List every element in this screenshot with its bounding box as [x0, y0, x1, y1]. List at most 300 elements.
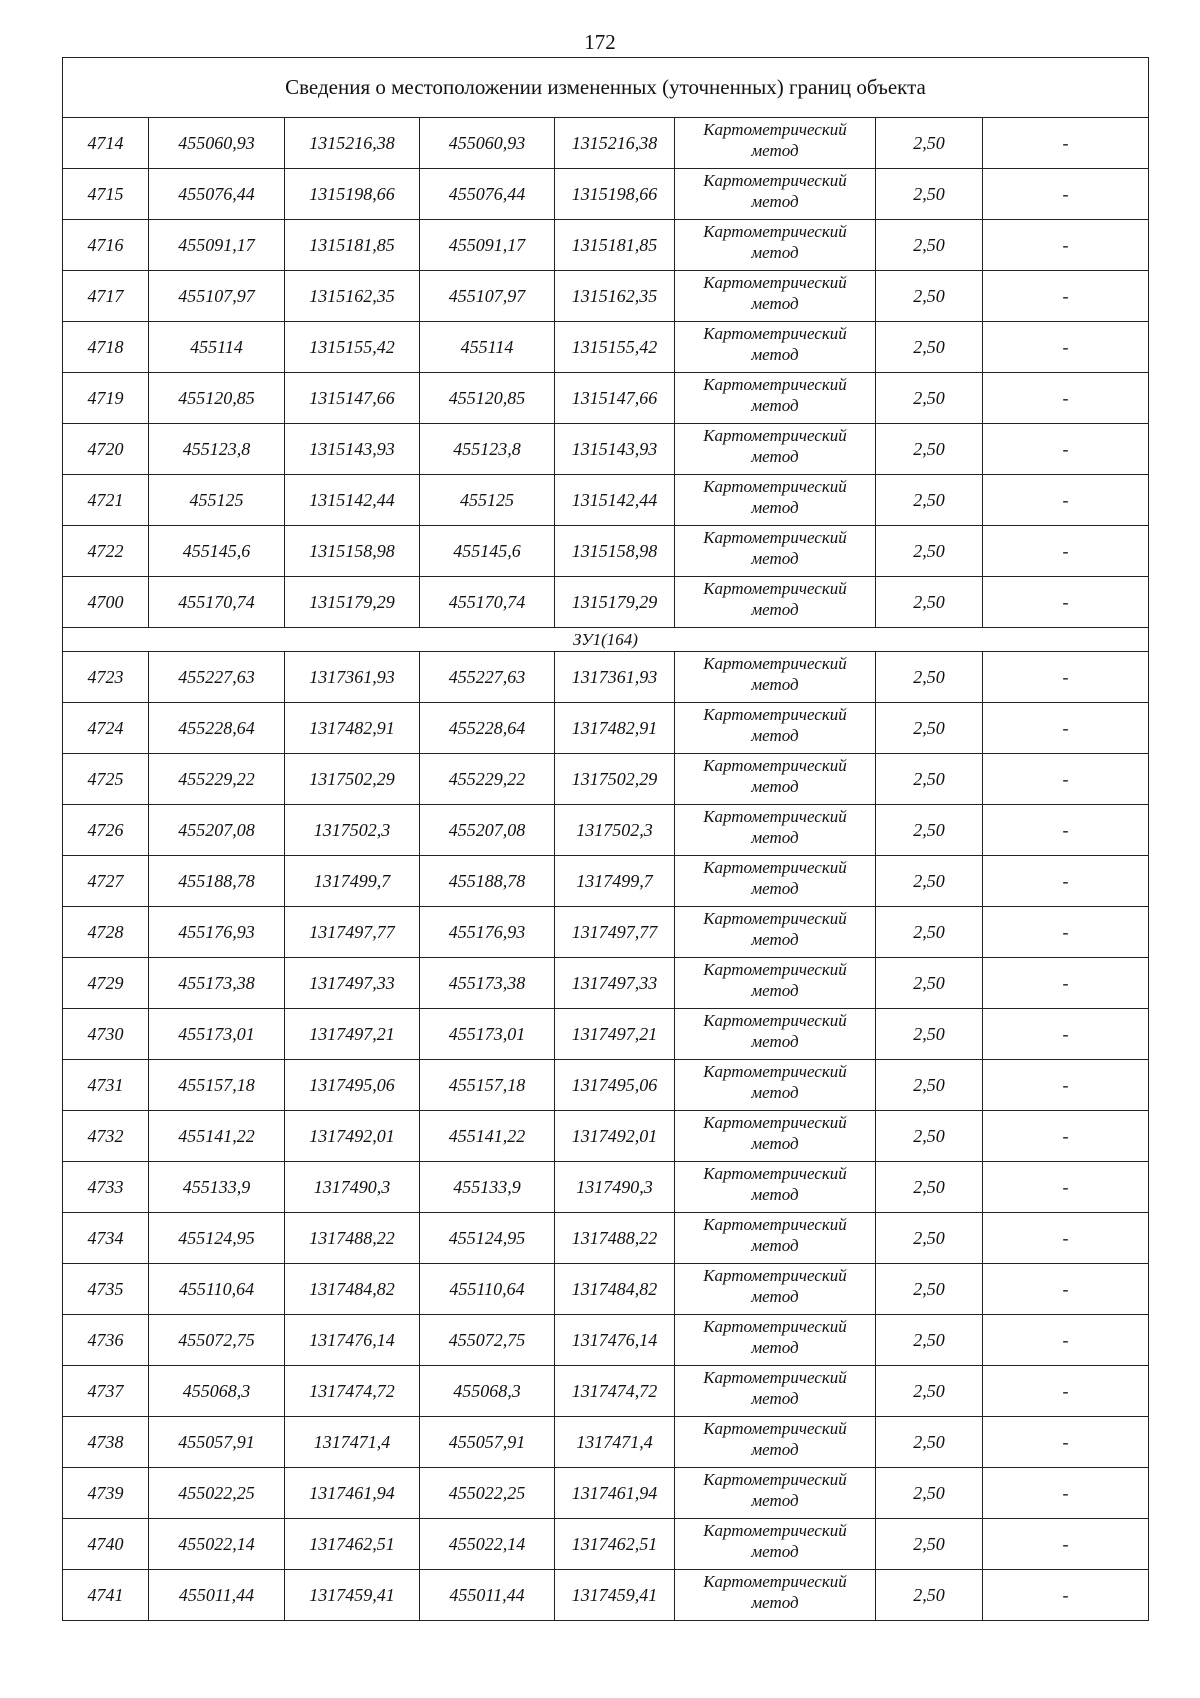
method-line1: Картометрический — [703, 171, 847, 190]
existing-x-cell: 455076,44 — [149, 169, 285, 220]
method-line2: метод — [751, 243, 799, 262]
method-line1: Картометрический — [703, 807, 847, 826]
method-cell — [675, 1417, 876, 1468]
point-number-cell: 4728 — [63, 907, 149, 958]
existing-x-cell: 455141,22 — [149, 1111, 285, 1162]
point-number-cell: 4718 — [63, 322, 149, 373]
refined-y-cell: 1317361,93 — [555, 652, 675, 703]
refined-x-cell: 455170,74 — [420, 577, 555, 628]
existing-x-cell: 455124,95 — [149, 1213, 285, 1264]
method-line2: метод — [751, 345, 799, 364]
method-cell — [675, 958, 876, 1009]
method-cell — [675, 652, 876, 703]
method-line2: метод — [751, 192, 799, 211]
method-cell — [675, 907, 876, 958]
method-line1: Картометрический — [703, 1368, 847, 1387]
refined-x-cell: 455068,3 — [420, 1366, 555, 1417]
accuracy-cell: 2,50 — [876, 754, 983, 805]
table-row — [63, 1213, 1149, 1264]
refined-x-cell: 455157,18 — [420, 1060, 555, 1111]
method-line1: Картометрический — [703, 120, 847, 139]
existing-y-cell: 1317484,82 — [285, 1264, 420, 1315]
existing-y-cell: 1317490,3 — [285, 1162, 420, 1213]
refined-x-cell: 455173,01 — [420, 1009, 555, 1060]
table-row — [63, 805, 1149, 856]
method-line2: метод — [751, 1185, 799, 1204]
refined-y-cell: 1315143,93 — [555, 424, 675, 475]
method-line2: метод — [751, 981, 799, 1000]
refined-y-cell: 1315216,38 — [555, 118, 675, 169]
refined-x-cell: 455091,17 — [420, 220, 555, 271]
table-row — [63, 907, 1149, 958]
method-line2: метод — [751, 396, 799, 415]
refined-x-cell: 455057,91 — [420, 1417, 555, 1468]
table-row — [63, 475, 1149, 526]
refined-y-cell: 1315179,29 — [555, 577, 675, 628]
table-row — [63, 220, 1149, 271]
method-line2: метод — [751, 675, 799, 694]
refined-y-cell: 1317502,29 — [555, 754, 675, 805]
refined-x-cell: 455110,64 — [420, 1264, 555, 1315]
point-number-cell: 4730 — [63, 1009, 149, 1060]
point-number-cell: 4723 — [63, 652, 149, 703]
method-line2: метод — [751, 1542, 799, 1561]
method-cell — [675, 475, 876, 526]
existing-y-cell: 1315155,42 — [285, 322, 420, 373]
table-row — [63, 424, 1149, 475]
refined-x-cell: 455022,25 — [420, 1468, 555, 1519]
refined-x-cell: 455124,95 — [420, 1213, 555, 1264]
note-cell: - — [983, 475, 1149, 526]
note-cell: - — [983, 1009, 1149, 1060]
section-label: ЗУ1(164) — [63, 628, 1149, 652]
refined-y-cell: 1315142,44 — [555, 475, 675, 526]
method-cell — [675, 1315, 876, 1366]
method-line1: Картометрический — [703, 1572, 847, 1591]
point-number-cell: 4736 — [63, 1315, 149, 1366]
method-line2: метод — [751, 1389, 799, 1408]
accuracy-cell: 2,50 — [876, 220, 983, 271]
refined-y-cell: 1315162,35 — [555, 271, 675, 322]
existing-x-cell: 455060,93 — [149, 118, 285, 169]
table-title-row — [63, 58, 1149, 118]
refined-y-cell: 1317474,72 — [555, 1366, 675, 1417]
accuracy-cell: 2,50 — [876, 475, 983, 526]
method-line2: метод — [751, 498, 799, 517]
table-row — [63, 958, 1149, 1009]
method-line1: Картометрический — [703, 1062, 847, 1081]
accuracy-cell: 2,50 — [876, 652, 983, 703]
method-cell — [675, 424, 876, 475]
existing-y-cell: 1317492,01 — [285, 1111, 420, 1162]
table-row — [63, 271, 1149, 322]
point-number-cell: 4725 — [63, 754, 149, 805]
refined-x-cell: 455133,9 — [420, 1162, 555, 1213]
method-line2: метод — [751, 726, 799, 745]
method-line1: Картометрический — [703, 426, 847, 445]
refined-x-cell: 455060,93 — [420, 118, 555, 169]
note-cell: - — [983, 1264, 1149, 1315]
method-line1: Картометрический — [703, 1521, 847, 1540]
note-cell: - — [983, 373, 1149, 424]
refined-x-cell: 455229,22 — [420, 754, 555, 805]
refined-x-cell: 455107,97 — [420, 271, 555, 322]
refined-y-cell: 1317497,77 — [555, 907, 675, 958]
method-line2: метод — [751, 447, 799, 466]
refined-y-cell: 1317482,91 — [555, 703, 675, 754]
accuracy-cell: 2,50 — [876, 1570, 983, 1621]
refined-x-cell: 455022,14 — [420, 1519, 555, 1570]
refined-x-cell: 455123,8 — [420, 424, 555, 475]
method-line1: Картометрический — [703, 1164, 847, 1183]
point-number-cell: 4722 — [63, 526, 149, 577]
accuracy-cell: 2,50 — [876, 271, 983, 322]
table-title: Сведения о местоположении измененных (уточненных) границ объекта — [63, 58, 1149, 118]
refined-y-cell: 1317502,3 — [555, 805, 675, 856]
refined-x-cell: 455125 — [420, 475, 555, 526]
note-cell: - — [983, 1519, 1149, 1570]
refined-x-cell: 455173,38 — [420, 958, 555, 1009]
method-line1: Картометрический — [703, 375, 847, 394]
point-number-cell: 4731 — [63, 1060, 149, 1111]
existing-x-cell: 455057,91 — [149, 1417, 285, 1468]
existing-x-cell: 455114 — [149, 322, 285, 373]
refined-y-cell: 1317495,06 — [555, 1060, 675, 1111]
table-row — [63, 856, 1149, 907]
accuracy-cell: 2,50 — [876, 322, 983, 373]
existing-x-cell: 455188,78 — [149, 856, 285, 907]
refined-y-cell: 1317499,7 — [555, 856, 675, 907]
point-number-cell: 4733 — [63, 1162, 149, 1213]
method-line1: Картометрический — [703, 1215, 847, 1234]
note-cell: - — [983, 169, 1149, 220]
refined-x-cell: 455207,08 — [420, 805, 555, 856]
existing-y-cell: 1317497,77 — [285, 907, 420, 958]
accuracy-cell: 2,50 — [876, 1315, 983, 1366]
refined-y-cell: 1315198,66 — [555, 169, 675, 220]
accuracy-cell: 2,50 — [876, 805, 983, 856]
method-cell — [675, 1213, 876, 1264]
accuracy-cell: 2,50 — [876, 1519, 983, 1570]
method-line1: Картометрический — [703, 324, 847, 343]
existing-y-cell: 1315158,98 — [285, 526, 420, 577]
accuracy-cell: 2,50 — [876, 703, 983, 754]
method-line2: метод — [751, 1083, 799, 1102]
method-line1: Картометрический — [703, 1470, 847, 1489]
accuracy-cell: 2,50 — [876, 1111, 983, 1162]
existing-y-cell: 1315179,29 — [285, 577, 420, 628]
table-row — [63, 1264, 1149, 1315]
method-line1: Картометрический — [703, 858, 847, 877]
refined-y-cell: 1317497,33 — [555, 958, 675, 1009]
existing-y-cell: 1315147,66 — [285, 373, 420, 424]
refined-y-cell: 1315181,85 — [555, 220, 675, 271]
method-cell — [675, 373, 876, 424]
method-line2: метод — [751, 1287, 799, 1306]
table-row — [63, 577, 1149, 628]
existing-x-cell: 455228,64 — [149, 703, 285, 754]
existing-y-cell: 1317482,91 — [285, 703, 420, 754]
method-line1: Картометрический — [703, 477, 847, 496]
method-cell — [675, 805, 876, 856]
note-cell: - — [983, 1060, 1149, 1111]
table-row — [63, 1570, 1149, 1621]
table-row — [63, 1162, 1149, 1213]
existing-y-cell: 1317497,33 — [285, 958, 420, 1009]
method-cell — [675, 1468, 876, 1519]
method-line2: метод — [751, 294, 799, 313]
refined-y-cell: 1317459,41 — [555, 1570, 675, 1621]
existing-x-cell: 455227,63 — [149, 652, 285, 703]
accuracy-cell: 2,50 — [876, 1264, 983, 1315]
refined-x-cell: 455188,78 — [420, 856, 555, 907]
note-cell: - — [983, 271, 1149, 322]
accuracy-cell: 2,50 — [876, 118, 983, 169]
note-cell: - — [983, 1315, 1149, 1366]
note-cell: - — [983, 805, 1149, 856]
existing-x-cell: 455133,9 — [149, 1162, 285, 1213]
existing-y-cell: 1317495,06 — [285, 1060, 420, 1111]
existing-x-cell: 455173,38 — [149, 958, 285, 1009]
method-cell — [675, 754, 876, 805]
existing-y-cell: 1317461,94 — [285, 1468, 420, 1519]
method-line1: Картометрический — [703, 1317, 847, 1336]
method-cell — [675, 220, 876, 271]
existing-y-cell: 1315181,85 — [285, 220, 420, 271]
accuracy-cell: 2,50 — [876, 373, 983, 424]
note-cell: - — [983, 424, 1149, 475]
refined-y-cell: 1317461,94 — [555, 1468, 675, 1519]
existing-y-cell: 1315216,38 — [285, 118, 420, 169]
accuracy-cell: 2,50 — [876, 1213, 983, 1264]
existing-y-cell: 1315143,93 — [285, 424, 420, 475]
accuracy-cell: 2,50 — [876, 856, 983, 907]
existing-x-cell: 455145,6 — [149, 526, 285, 577]
note-cell: - — [983, 526, 1149, 577]
refined-y-cell: 1315155,42 — [555, 322, 675, 373]
existing-x-cell: 455091,17 — [149, 220, 285, 271]
existing-x-cell: 455120,85 — [149, 373, 285, 424]
point-number-cell: 4737 — [63, 1366, 149, 1417]
refined-x-cell: 455227,63 — [420, 652, 555, 703]
method-line2: метод — [751, 930, 799, 949]
method-line2: метод — [751, 141, 799, 160]
accuracy-cell: 2,50 — [876, 526, 983, 577]
table-row — [63, 169, 1149, 220]
existing-x-cell: 455022,14 — [149, 1519, 285, 1570]
table-body — [63, 58, 1149, 1621]
existing-y-cell: 1317488,22 — [285, 1213, 420, 1264]
existing-x-cell: 455176,93 — [149, 907, 285, 958]
existing-y-cell: 1317459,41 — [285, 1570, 420, 1621]
table-row — [63, 1366, 1149, 1417]
method-cell — [675, 1519, 876, 1570]
section-row — [63, 628, 1149, 652]
method-line2: метод — [751, 1440, 799, 1459]
existing-y-cell: 1317499,7 — [285, 856, 420, 907]
refined-x-cell: 455176,93 — [420, 907, 555, 958]
note-cell: - — [983, 1417, 1149, 1468]
table-row — [63, 1417, 1149, 1468]
note-cell: - — [983, 1162, 1149, 1213]
method-line1: Картометрический — [703, 1419, 847, 1438]
method-cell — [675, 118, 876, 169]
refined-x-cell: 455011,44 — [420, 1570, 555, 1621]
existing-y-cell: 1317471,4 — [285, 1417, 420, 1468]
note-cell: - — [983, 652, 1149, 703]
note-cell: - — [983, 754, 1149, 805]
accuracy-cell: 2,50 — [876, 1468, 983, 1519]
note-cell: - — [983, 958, 1149, 1009]
accuracy-cell: 2,50 — [876, 1366, 983, 1417]
existing-x-cell: 455107,97 — [149, 271, 285, 322]
existing-x-cell: 455229,22 — [149, 754, 285, 805]
method-line2: метод — [751, 600, 799, 619]
accuracy-cell: 2,50 — [876, 169, 983, 220]
note-cell: - — [983, 1468, 1149, 1519]
existing-y-cell: 1315142,44 — [285, 475, 420, 526]
existing-x-cell: 455157,18 — [149, 1060, 285, 1111]
refined-x-cell: 455076,44 — [420, 169, 555, 220]
accuracy-cell: 2,50 — [876, 907, 983, 958]
method-line1: Картометрический — [703, 579, 847, 598]
point-number-cell: 4740 — [63, 1519, 149, 1570]
method-cell — [675, 526, 876, 577]
existing-y-cell: 1317474,72 — [285, 1366, 420, 1417]
note-cell: - — [983, 703, 1149, 754]
point-number-cell: 4716 — [63, 220, 149, 271]
existing-y-cell: 1317476,14 — [285, 1315, 420, 1366]
refined-y-cell: 1315147,66 — [555, 373, 675, 424]
refined-x-cell: 455120,85 — [420, 373, 555, 424]
method-line2: метод — [751, 828, 799, 847]
accuracy-cell: 2,50 — [876, 1060, 983, 1111]
existing-x-cell: 455170,74 — [149, 577, 285, 628]
page-number: 172 — [584, 30, 616, 54]
method-cell — [675, 271, 876, 322]
method-line1: Картометрический — [703, 273, 847, 292]
existing-y-cell: 1317462,51 — [285, 1519, 420, 1570]
point-number-cell: 4715 — [63, 169, 149, 220]
existing-x-cell: 455173,01 — [149, 1009, 285, 1060]
point-number-cell: 4714 — [63, 118, 149, 169]
table-row — [63, 1111, 1149, 1162]
method-line1: Картометрический — [703, 654, 847, 673]
note-cell: - — [983, 322, 1149, 373]
method-cell — [675, 1009, 876, 1060]
existing-x-cell: 455110,64 — [149, 1264, 285, 1315]
method-line2: метод — [751, 1338, 799, 1357]
point-number-cell: 4700 — [63, 577, 149, 628]
existing-x-cell: 455125 — [149, 475, 285, 526]
note-cell: - — [983, 118, 1149, 169]
refined-x-cell: 455141,22 — [420, 1111, 555, 1162]
method-line2: метод — [751, 1236, 799, 1255]
table-row — [63, 1315, 1149, 1366]
accuracy-cell: 2,50 — [876, 1009, 983, 1060]
method-line1: Картометрический — [703, 1113, 847, 1132]
note-cell: - — [983, 1366, 1149, 1417]
table-row — [63, 754, 1149, 805]
note-cell: - — [983, 1570, 1149, 1621]
method-cell — [675, 577, 876, 628]
method-line2: метод — [751, 549, 799, 568]
accuracy-cell: 2,50 — [876, 1162, 983, 1213]
refined-y-cell: 1317471,4 — [555, 1417, 675, 1468]
note-cell: - — [983, 220, 1149, 271]
table-row — [63, 322, 1149, 373]
existing-y-cell: 1317502,3 — [285, 805, 420, 856]
accuracy-cell: 2,50 — [876, 424, 983, 475]
table-row — [63, 1060, 1149, 1111]
method-line2: метод — [751, 1134, 799, 1153]
note-cell: - — [983, 1213, 1149, 1264]
accuracy-cell: 2,50 — [876, 1417, 983, 1468]
existing-x-cell: 455123,8 — [149, 424, 285, 475]
method-line1: Картометрический — [703, 960, 847, 979]
point-number-cell: 4727 — [63, 856, 149, 907]
accuracy-cell: 2,50 — [876, 577, 983, 628]
point-number-cell: 4729 — [63, 958, 149, 1009]
method-line1: Картометрический — [703, 1011, 847, 1030]
table-row — [63, 1519, 1149, 1570]
refined-y-cell: 1317490,3 — [555, 1162, 675, 1213]
method-line1: Картометрический — [703, 222, 847, 241]
method-line1: Картометрический — [703, 909, 847, 928]
method-cell — [675, 1264, 876, 1315]
method-line1: Картометрический — [703, 705, 847, 724]
point-number-cell: 4732 — [63, 1111, 149, 1162]
accuracy-cell: 2,50 — [876, 958, 983, 1009]
method-line2: метод — [751, 1593, 799, 1612]
existing-y-cell: 1317361,93 — [285, 652, 420, 703]
method-cell — [675, 703, 876, 754]
method-line2: метод — [751, 777, 799, 796]
existing-x-cell: 455072,75 — [149, 1315, 285, 1366]
table-row — [63, 526, 1149, 577]
point-number-cell: 4720 — [63, 424, 149, 475]
refined-y-cell: 1317476,14 — [555, 1315, 675, 1366]
refined-y-cell: 1317492,01 — [555, 1111, 675, 1162]
method-cell — [675, 322, 876, 373]
point-number-cell: 4726 — [63, 805, 149, 856]
existing-x-cell: 455068,3 — [149, 1366, 285, 1417]
point-number-cell: 4734 — [63, 1213, 149, 1264]
point-number-cell: 4717 — [63, 271, 149, 322]
method-line1: Картометрический — [703, 756, 847, 775]
point-number-cell: 4721 — [63, 475, 149, 526]
method-cell — [675, 856, 876, 907]
note-cell: - — [983, 577, 1149, 628]
method-line2: метод — [751, 879, 799, 898]
refined-x-cell: 455114 — [420, 322, 555, 373]
existing-x-cell: 455207,08 — [149, 805, 285, 856]
method-cell — [675, 169, 876, 220]
method-line2: метод — [751, 1491, 799, 1510]
existing-x-cell: 455011,44 — [149, 1570, 285, 1621]
refined-x-cell: 455228,64 — [420, 703, 555, 754]
point-number-cell: 4741 — [63, 1570, 149, 1621]
note-cell: - — [983, 856, 1149, 907]
table-row — [63, 1468, 1149, 1519]
method-cell — [675, 1162, 876, 1213]
refined-y-cell: 1317484,82 — [555, 1264, 675, 1315]
existing-y-cell: 1315198,66 — [285, 169, 420, 220]
table-row — [63, 1009, 1149, 1060]
point-number-cell: 4724 — [63, 703, 149, 754]
refined-y-cell: 1317497,21 — [555, 1009, 675, 1060]
refined-y-cell: 1315158,98 — [555, 526, 675, 577]
